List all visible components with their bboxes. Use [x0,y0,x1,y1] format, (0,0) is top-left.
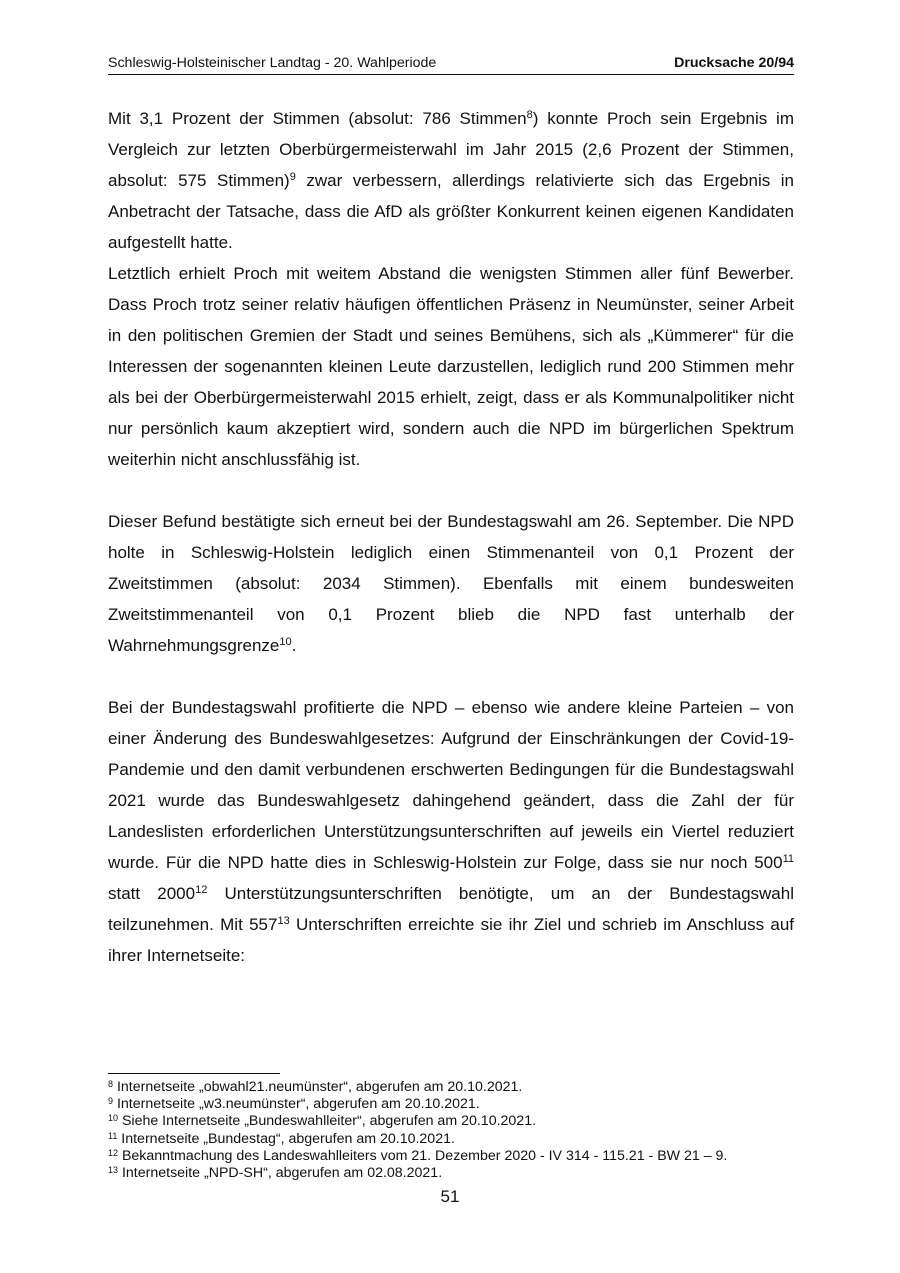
footnote-separator [108,1073,280,1074]
footnote [108,1165,794,1182]
page-header [108,54,794,75]
body-text [108,103,794,971]
footnote-number: 11 [108,1130,118,1141]
footnote-ref-12: 12 [195,884,208,896]
footnote-text: Internetseite „w3.neumünster“, abgerufen am 20.10.2021. [113,1096,480,1113]
footnote [108,1096,794,1113]
paragraph-1-text-c: zwar verbessern, allerdings relativierte sich das Ergebnis in Anbetracht der Tatsache, dass die AfD als größter Konkurrent keinen eigenen Kandidaten aufgestellt hatte. [108,171,794,252]
footnote-number: 10 [108,1113,119,1124]
footnote-number: 12 [108,1147,119,1158]
footnote [108,1131,794,1148]
paragraph-1-text-b: ) konnte Proch sein Ergebnis im Vergleich zur letzten Oberbürgermeisterwahl im Jahr 2015 (2,6 Prozent der Stimmen, absolut: 575 Stimmen) [108,109,794,190]
paragraph-4-text-a: Bei der Bundestagswahl profitierte die NPD – ebenso wie andere kleine Parteien – von einer Änderung des Bundeswahlgesetzes: Aufgrund der Einschränkungen der Covid-19-Pandemie und den damit verbundenen erschwerten Bedingungen für die Bundestagswahl 2021 wurde das Bundeswahlgesetz dahingehend geändert, dass die Zahl der für Landeslisten erforderlichen Unterstützungsunterschriften auf jeweils ein Viertel reduziert wurde. Für die NPD hatte dies in Schleswig-Holstein zur Folge, dass sie nur noch 500 [108,698,794,872]
footnote-number: 9 [108,1096,114,1107]
footnote-ref-11: 11 [782,853,794,865]
paragraph-3-text-b: . [291,636,297,655]
footnote-text: Internetseite „obwahl21.neumünster“, abgerufen am 20.10.2021. [113,1079,523,1095]
header-document-number: Drucksache 20/94 [674,55,794,71]
paragraph-4-text-d: Unterschriften erreichte sie ihr Ziel und schrieb im Anschluss auf ihrer Internetseite: [108,915,794,965]
page-number: 51 [440,1187,460,1206]
paragraph-3 [108,506,794,661]
footnote-text: Bekanntmachung des Landeswahlleiters vom 21. Dezember 2020 - IV 314 - 115.21 - BW 21 – 9. [118,1147,728,1164]
footnote-number: 13 [108,1165,119,1176]
footnote-ref-13: 13 [277,915,290,927]
header-title: Schleswig-Holsteinischer Landtag - 20. Wahlperiode [108,55,437,71]
footnotes [108,1079,794,1182]
paragraph-4 [108,692,794,971]
footnote [108,1148,794,1165]
paragraph-4-text-b: statt 2000 [108,884,196,903]
paragraph-4-text-c: Unterstützungsunterschriften benötigte, um an der Bundestagswahl teilzunehmen. Mit 557 [108,884,794,934]
footnote-ref-10: 10 [279,636,292,648]
footnote-text: Internetseite „Bundestag“, abgerufen am 20.10.2021. [117,1130,455,1147]
footnote-ref-8: 8 [526,109,533,121]
paragraph-2: Letztlich erhielt Proch mit weitem Abstand die wenigsten Stimmen aller fünf Bewerber. Dass Proch trotz seiner relativ häufigen öffentlichen Präsenz in Neumünster, seiner Arbeit in den politischen Gremien der Stadt und seines Bemühens, sich als „Kümmerer“ für die Interessen der sogenannten kleinen Leute darzustellen, lediglich rund 200 Stimmen mehr als bei der Oberbürgermeisterwahl 2015 erhielt, zeigt, dass er als Kommunalpolitiker nicht nur persönlich kaum akzeptiert wird, sondern auch die NPD im bürgerlichen Spektrum weiterhin nicht anschlussfähig ist. [108,264,794,469]
footnote-number: 8 [108,1079,114,1089]
paragraph-3-text-a: Dieser Befund bestätigte sich erneut bei der Bundestagswahl am 26. September. Die NPD holte in Schleswig-Holstein lediglich einen Stimmenanteil von 0,1 Prozent der Zweitstimmen (absolut: 2034 Stimmen). Ebenfalls mit einem bundesweiten Zweitstimmenanteil von 0,1 Prozent blieb die NPD fast unterhalb der Wahrnehmungsgrenze [108,512,794,655]
footnote [108,1113,794,1130]
paragraph-1 [108,103,794,258]
footnote [108,1079,794,1096]
footnote-text: Internetseite „NPD-SH“, abgerufen am 02.08.2021. [118,1165,443,1182]
paragraph-1-text-a: Mit 3,1 Prozent der Stimmen (absolut: 786 Stimmen [108,109,527,128]
footnote-ref-9: 9 [289,171,296,183]
footnote-text: Siehe Internetseite „Bundeswahlleiter“, abgerufen am 20.10.2021. [118,1113,537,1130]
